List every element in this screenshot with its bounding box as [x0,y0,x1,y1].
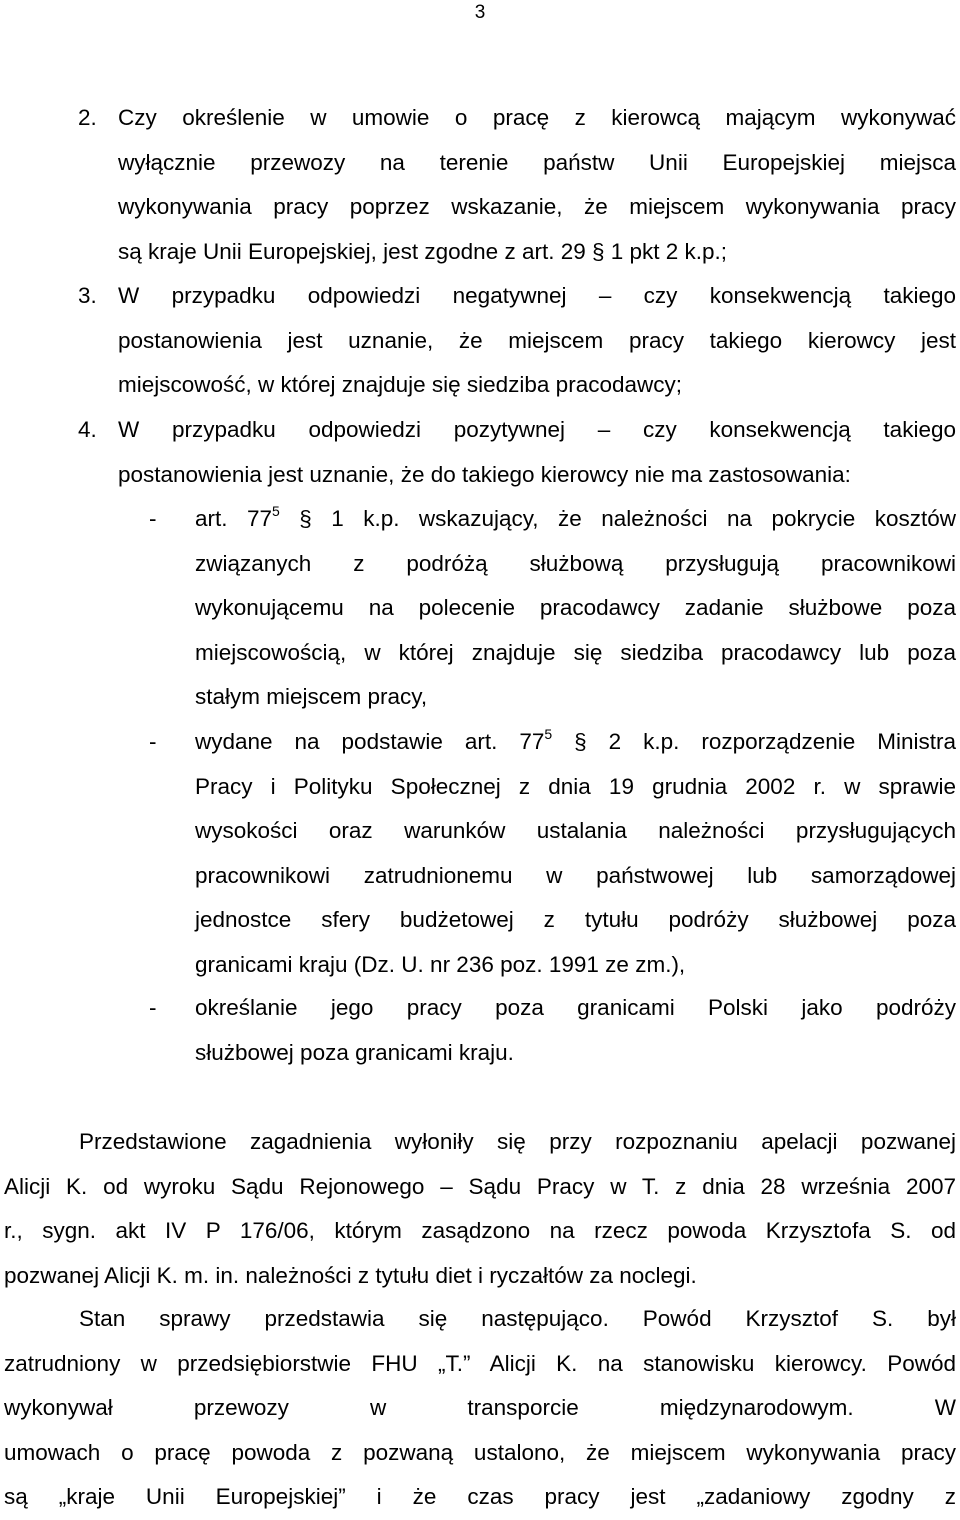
text-line: związanych z podróżą służbową przysługują pracownikowi [195,550,956,576]
text-segment: Stan sprawy przedstawia się następująco. Powód Krzysztof S. był [79,1306,956,1331]
text-line: jednostce sfery budżetowej z tytułu podróży służbowej poza [195,907,956,932]
bullet-dash: - [149,729,157,754]
text-line: W przypadku odpowiedzi pozytywnej – czy konsekwencją takiego [118,417,956,442]
paragraph-2 [4,1297,956,1520]
item-number: 3. [78,283,97,308]
text-line: są „kraje Unii Europejskiej” i że czas pracy jest „zadaniowy zgodny z [4,1484,956,1509]
text-line: granicami kraju (Dz. U. nr 236 poz. 1991 ze zm.), [195,951,686,977]
text-segment: art. 77 [195,506,272,531]
superscript: 5 [544,726,553,742]
text-line: postanowienia jest uznanie, że do takiego kierowcy nie ma zastosowania: [118,461,851,487]
superscript: 5 [272,503,280,519]
sub-item-1 [149,497,956,720]
text-line [195,497,956,542]
text-segment: § 1 k.p. wskazujący, że należności na pokrycie kosztów [299,506,956,531]
text-line: miejscowość, w której znajduje się siedziba pracodawcy; [118,372,682,397]
text-line: pozwanej Alicji K. m. in. należności z tytułu diet i ryczałtów za noclegi. [4,1262,697,1288]
text-line [4,1120,956,1165]
text-line: są kraje Unii Europejskiej, jest zgodne z art. 29 § 1 pkt 2 k.p.; [118,238,728,264]
question-item-3 [78,274,956,408]
text-line: W przypadku odpowiedzi negatywnej – czy konsekwencją takiego [118,283,956,308]
text-line: wykonywał przewozy w transporcie międzynarodowym. W [4,1395,956,1420]
text-line: wykonującemu na polecenie pracodawcy zadanie służbowe poza [195,595,956,620]
text-line: stałym miejscem pracy, [195,684,428,709]
text-line: Pracy i Polityku Społecznej z dnia 19 grudnia 2002 r. w sprawie [195,773,956,799]
item-number: 4. [78,417,97,442]
text-line: Czy określenie w umowie o pracę z kierowcą mającym wykonywać [118,105,956,130]
bullet-dash: - [149,506,157,531]
text-line: określanie jego pracy poza granicami Polski jako podróży [195,995,956,1020]
text-line: wyłącznie przewozy na terenie państw Unii Europejskiej miejsca [118,149,956,175]
text-line: Alicji K. od wyroku Sądu Rejonowego – Sądu Pracy w T. z dnia 28 września 2007 [4,1173,956,1199]
text-line: służbowej poza granicami kraju. [195,1039,514,1065]
question-item-4 [78,408,956,497]
sub-item-2 [149,720,956,987]
text-segment: wydane na podstawie art. 77 [195,729,545,754]
text-line [195,720,956,765]
text-line [4,1297,956,1342]
paragraph-1 [4,1120,956,1298]
text-line: zatrudniony w przedsiębiorstwie FHU „T.” Alicji K. na stanowisku kierowcy. Powód [4,1350,956,1376]
text-segment: § 2 k.p. rozporządzenie Ministra [574,729,956,754]
sub-item-3 [149,986,956,1075]
text-segment: Przedstawione zagadnienia wyłoniły się przy rozpoznaniu apelacji pozwanej [79,1129,956,1154]
question-item-2 [78,96,956,274]
text-line: pracownikowi zatrudnionemu w państwowej lub samorządowej [195,862,956,888]
text-line: miejscowością, w której znajduje się siedziba pracodawcy lub poza [195,639,956,665]
text-line: umowach o pracę powoda z pozwaną ustalono, że miejscem wykonywania pracy [4,1439,956,1465]
text-line: wysokości oraz warunków ustalania należności przysługujących [195,818,956,843]
bullet-dash: - [149,995,157,1020]
item-number: 2. [78,105,97,130]
text-line: wykonywania pracy poprzez wskazanie, że miejscem wykonywania pracy [118,194,956,219]
page-number: 3 [474,2,486,23]
text-line: r., sygn. akt IV P 176/06, którym zasądzono na rzecz powoda Krzysztofa S. od [4,1218,956,1243]
text-line: postanowienia jest uznanie, że miejscem pracy takiego kierowcy jest [118,327,956,353]
